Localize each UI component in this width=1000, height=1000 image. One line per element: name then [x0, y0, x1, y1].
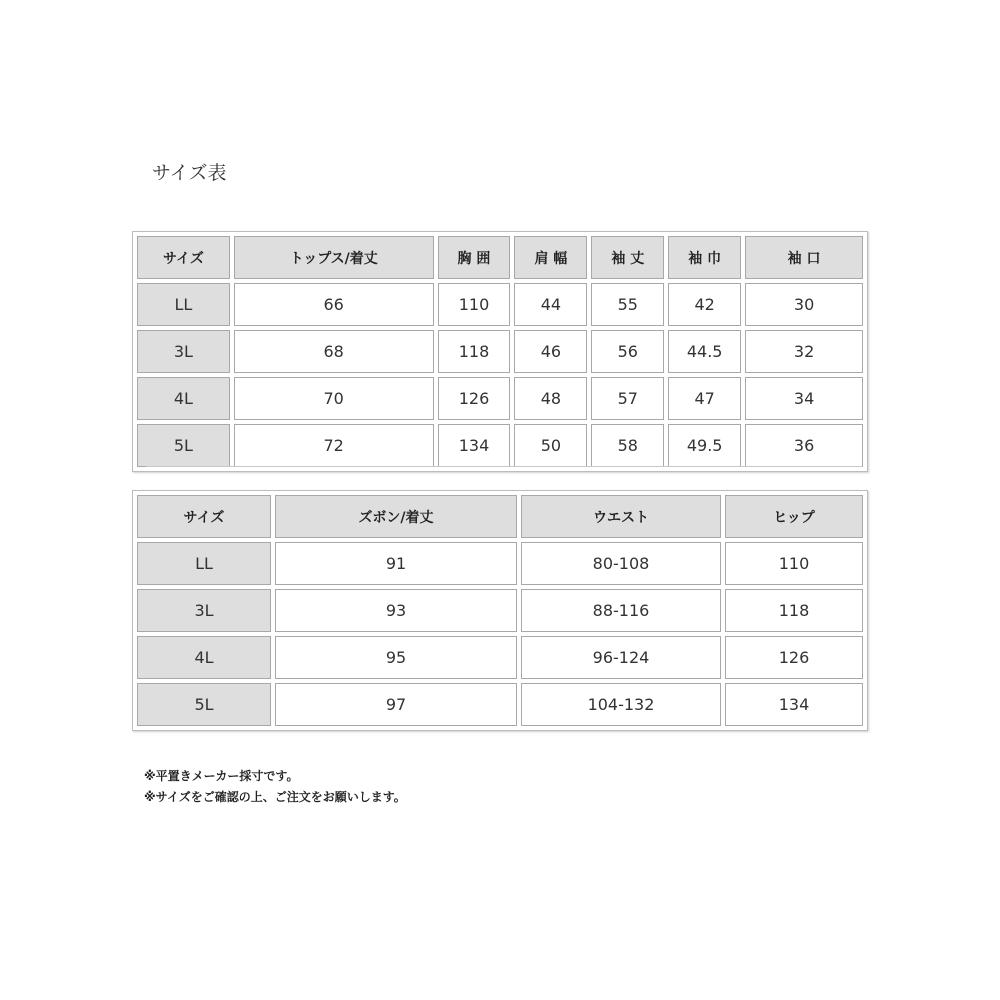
table-cell: 134	[725, 683, 863, 726]
notes	[144, 766, 406, 808]
column-header: ズボン/着丈	[275, 495, 517, 538]
table-row	[137, 330, 863, 373]
table-cell: 110	[438, 283, 511, 326]
table-row	[137, 283, 863, 326]
table-row	[137, 683, 863, 726]
size-label: LL	[137, 542, 271, 585]
table-cell: 118	[438, 330, 511, 373]
table-cell: 95	[275, 636, 517, 679]
column-header: 袖 口	[745, 236, 863, 279]
table-cell: 126	[438, 377, 511, 420]
table-cell: 126	[725, 636, 863, 679]
table-cell: 96-124	[521, 636, 721, 679]
size-label: 4L	[137, 636, 271, 679]
table-cell: 110	[725, 542, 863, 585]
table-cell: 58	[591, 424, 664, 467]
column-header: トップス/着丈	[234, 236, 434, 279]
note-line: ※サイズをご確認の上、ご注文をお願いします。	[144, 790, 406, 804]
size-label: 5L	[137, 424, 230, 467]
note-line: ※平置きメーカー採寸です。	[144, 769, 299, 783]
table-cell: 47	[668, 377, 741, 420]
table-cell: 91	[275, 542, 517, 585]
table-cell: 70	[234, 377, 434, 420]
section-divider	[146, 466, 862, 467]
table-header-row	[137, 236, 863, 279]
table-cell: 42	[668, 283, 741, 326]
table-cell: 46	[514, 330, 587, 373]
column-header: 袖 丈	[591, 236, 664, 279]
table-cell: 104-132	[521, 683, 721, 726]
table-row	[137, 424, 863, 467]
column-header: ウエスト	[521, 495, 721, 538]
column-header: 肩 幅	[514, 236, 587, 279]
table-row	[137, 377, 863, 420]
table-cell: 44.5	[668, 330, 741, 373]
table-cell: 32	[745, 330, 863, 373]
table-cell: 55	[591, 283, 664, 326]
table-cell: 49.5	[668, 424, 741, 467]
size-label: 4L	[137, 377, 230, 420]
table-cell: 68	[234, 330, 434, 373]
table-cell: 118	[725, 589, 863, 632]
table-cell: 44	[514, 283, 587, 326]
table-cell: 36	[745, 424, 863, 467]
table-row	[137, 542, 863, 585]
column-header: サイズ	[137, 236, 230, 279]
table-cell: 88-116	[521, 589, 721, 632]
size-label: 5L	[137, 683, 271, 726]
table-row	[137, 589, 863, 632]
column-header: 袖 巾	[668, 236, 741, 279]
size-label: 3L	[137, 330, 230, 373]
size-label: LL	[137, 283, 230, 326]
table-cell: 50	[514, 424, 587, 467]
table-cell: 134	[438, 424, 511, 467]
bottoms-size-table	[132, 490, 868, 731]
table-cell: 66	[234, 283, 434, 326]
table-cell: 97	[275, 683, 517, 726]
table-cell: 80-108	[521, 542, 721, 585]
tops-size-table	[132, 231, 868, 472]
column-header: ヒップ	[725, 495, 863, 538]
table-header-row	[137, 495, 863, 538]
column-header: 胸 囲	[438, 236, 511, 279]
table-cell: 72	[234, 424, 434, 467]
table-cell: 34	[745, 377, 863, 420]
column-header: サイズ	[137, 495, 271, 538]
table-cell: 56	[591, 330, 664, 373]
table-cell: 48	[514, 377, 587, 420]
page-title: サイズ表	[152, 162, 227, 184]
table-row	[137, 636, 863, 679]
table-cell: 93	[275, 589, 517, 632]
size-label: 3L	[137, 589, 271, 632]
table-cell: 57	[591, 377, 664, 420]
table-cell: 30	[745, 283, 863, 326]
